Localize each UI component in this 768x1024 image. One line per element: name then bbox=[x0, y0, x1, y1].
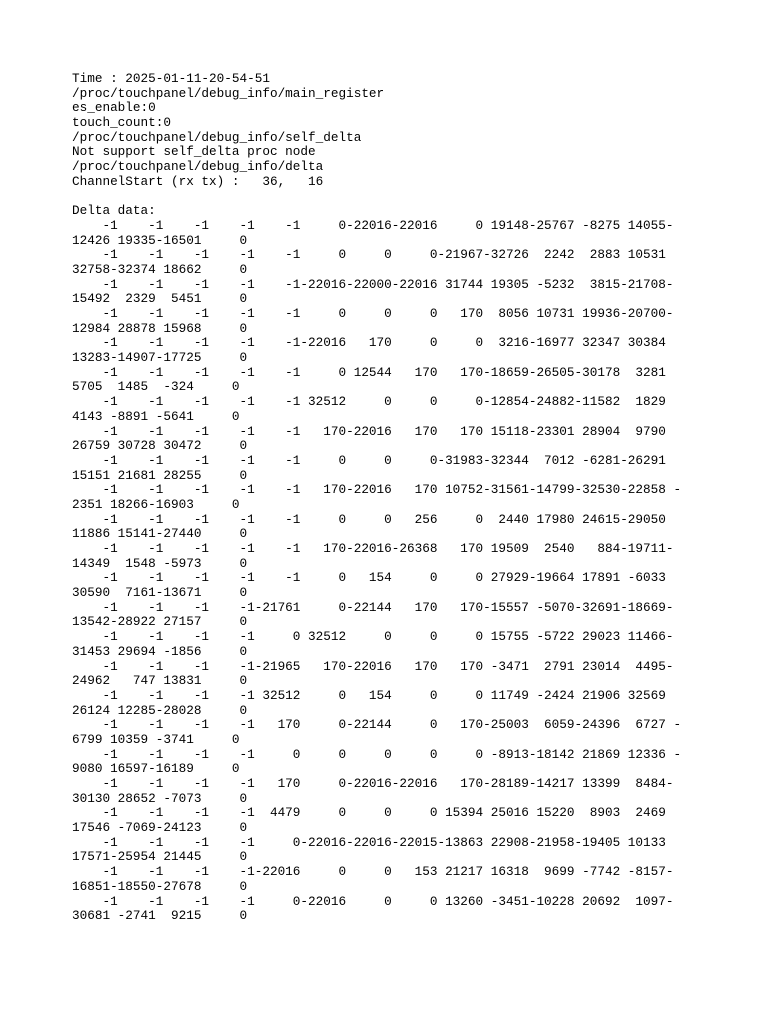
self-delta-status: Not support self_delta proc node bbox=[72, 144, 316, 160]
delta-data-line: -1 -1 -1 -1 -1 0 0 0-31983-32344 7012 -6281-26291 bbox=[72, 452, 666, 468]
delta-data-line: -1 -1 -1 -1 -1-22016-22000-22016 31744 19305 -5232 3815-21708- bbox=[72, 276, 674, 292]
delta-data-line: -1 -1 -1 -1 -1 0 0 0 170 8056 10731 19936-20700- bbox=[72, 306, 674, 321]
delta-data-line: 26124 12285-28028 0 bbox=[72, 702, 248, 718]
delta-data-line: 32758-32374 18662 0 bbox=[72, 261, 248, 277]
delta-data-line: 15492 2329 5451 0 bbox=[72, 291, 248, 307]
delta-data-line: -1 -1 -1 -1 32512 0 154 0 0 11749 -2424 21906 32569 bbox=[72, 687, 666, 703]
delta-data-line: 31453 29694 -1856 0 bbox=[72, 643, 248, 659]
delta-data-line: 12984 28878 15968 0 bbox=[72, 320, 248, 336]
delta-data-line: -1 -1 -1 -1 0 0 0 0 0 -8913-18142 21869 12336 - bbox=[72, 746, 682, 762]
delta-data-line: 2351 18266-16903 0 bbox=[72, 496, 240, 512]
delta-data-line: -1 -1 -1 -1 4479 0 0 0 15394 25016 15220 8903 2469 bbox=[72, 805, 666, 821]
self-delta-path: /proc/touchpanel/debug_info/self_delta bbox=[72, 129, 362, 145]
delta-data-line: -1 -1 -1 -1-22016 0 0 153 21217 16318 9699 -7742 -8157- bbox=[72, 864, 674, 880]
delta-data-line: 6799 10359 -3741 0 bbox=[72, 731, 240, 747]
delta-data-line: 9080 16597-16189 0 bbox=[72, 761, 240, 777]
delta-data-line: 17571-25954 21445 0 bbox=[72, 849, 248, 865]
delta-data-line: -1 -1 -1 -1 -1 170-22016-26368 170 19509 2540 884-19711- bbox=[72, 541, 674, 556]
touch-count-line: touch_count:0 bbox=[72, 115, 171, 131]
delta-data-line: 13542-28922 27157 0 bbox=[72, 614, 248, 630]
delta-data-line: 15151 21681 28255 0 bbox=[72, 467, 248, 483]
delta-data-line: -1 -1 -1 -1 -1 32512 0 0 0-12854-24882-11582 1829 bbox=[72, 394, 666, 410]
delta-data-line: -1 -1 -1 -1 -1 0 12544 170 170-18659-26505-30178 3281 bbox=[72, 364, 666, 380]
time-line: Time : 2025-01-11-20-54-51 bbox=[72, 71, 270, 86]
delta-data-line: 26759 30728 30472 0 bbox=[72, 438, 248, 454]
delta-data-line: -1 -1 -1 -1 0-22016-22016-22015-13863 22908-21958-19405 10133 bbox=[72, 834, 666, 850]
delta-data-line: 13283-14907-17725 0 bbox=[72, 350, 248, 366]
delta-data-line: -1 -1 -1 -1 170 0-22144 0 170-25003 6059-24396 6727 - bbox=[72, 717, 682, 733]
delta-data-line: 30681 -2741 9215 0 bbox=[72, 908, 248, 924]
delta-data-line: 14349 1548 -5973 0 bbox=[72, 555, 248, 571]
delta-data-line: -1 -1 -1 -1 -1 170-22016 170 170 15118-23301 28904 9790 bbox=[72, 423, 666, 439]
es-enable-line: es_enable:0 bbox=[72, 100, 156, 116]
delta-data-line: 16851-18550-27678 0 bbox=[72, 878, 248, 894]
blank-line bbox=[72, 190, 752, 205]
delta-data-line: 30590 7161-13671 0 bbox=[72, 585, 248, 601]
delta-data-line: 30130 28652 -7073 0 bbox=[72, 790, 248, 806]
delta-data-line: -1 -1 -1 -1 0-22016 0 0 13260 -3451-10228 20692 1097- bbox=[72, 893, 674, 909]
delta-data-line: 5705 1485 -324 0 bbox=[72, 379, 240, 395]
delta-data-line: -1 -1 -1 -1-21965 170-22016 170 170 -3471 2791 23014 4495- bbox=[72, 658, 674, 674]
delta-data-line: -1 -1 -1 -1 -1 170-22016 170 10752-31561-14799-32530-22858 - bbox=[72, 482, 682, 498]
delta-data-line: -1 -1 -1 -1 -1 0 0 256 0 2440 17980 24615-29050 bbox=[72, 511, 666, 527]
delta-data-line: -1 -1 -1 -1 170 0-22016-22016 170-28189-14217 13399 8484- bbox=[72, 776, 674, 791]
delta-data-line: -1 -1 -1 -1 -1-22016 170 0 0 3216-16977 32347 30384 bbox=[72, 335, 666, 351]
delta-data-line: 11886 15141-27440 0 bbox=[72, 526, 248, 542]
delta-data-line: -1 -1 -1 -1 -1 0-22016-22016 0 19148-25767 -8275 14055- bbox=[72, 217, 674, 233]
delta-data-line: -1 -1 -1 -1-21761 0-22144 170 170-15557 -5070-32691-18669- bbox=[72, 599, 674, 615]
delta-data-line: -1 -1 -1 -1 0 32512 0 0 0 15755 -5722 29023 11466- bbox=[72, 629, 674, 645]
delta-path: /proc/touchpanel/debug_info/delta bbox=[72, 159, 324, 175]
delta-data-line: 24962 747 13831 0 bbox=[72, 673, 248, 689]
delta-data-line: -1 -1 -1 -1 -1 0 154 0 0 27929-19664 17891 -6033 bbox=[72, 570, 666, 586]
delta-data-line: -1 -1 -1 -1 -1 0 0 0-21967-32726 2242 2883 10531 bbox=[72, 247, 666, 263]
delta-log-document bbox=[72, 72, 752, 924]
main-register-path: /proc/touchpanel/debug_info/main_register bbox=[72, 85, 385, 101]
delta-data-block bbox=[72, 219, 752, 924]
delta-data-line: 4143 -8891 -5641 0 bbox=[72, 408, 240, 424]
delta-title: Delta data: bbox=[72, 203, 156, 219]
channel-start-line: ChannelStart (rx tx) : 36, 16 bbox=[72, 173, 324, 189]
delta-data-line: 12426 19335-16501 0 bbox=[72, 232, 248, 248]
delta-data-line: 17546 -7069-24123 0 bbox=[72, 820, 248, 836]
